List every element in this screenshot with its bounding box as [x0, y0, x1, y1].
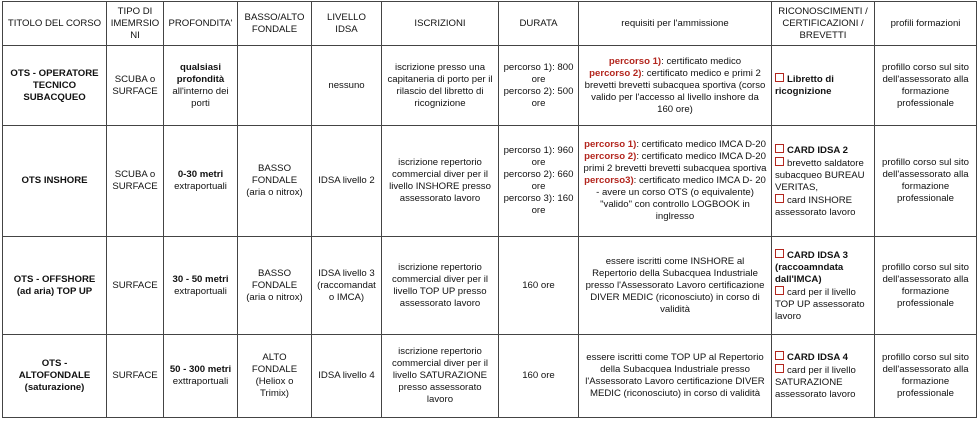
certification-text: CARD IDSA 2 — [787, 144, 848, 156]
registration-cell: iscrizione repertorio commercial diver per il livello SATURAZIONE presso assessorato lavoro — [382, 335, 499, 418]
profile-cell: profillo corso sul sito dell'assessorato alla formazione professionale — [875, 126, 977, 237]
registration-cell: iscrizione repertorio commercial diver per il livello TOP UP presso assessorato lavoro — [382, 237, 499, 335]
header-cell: BASSO/ALTO FONDALE — [238, 2, 312, 46]
requirement-line — [582, 56, 768, 68]
path-label: percorso 1) — [584, 139, 637, 150]
checkbox-icon — [775, 194, 784, 203]
duration-line: percorso 1): 800 ore — [503, 61, 574, 85]
depth-value: 0-30 metri — [177, 169, 224, 180]
seabed-cell: ALTO FONDALE (Heliox o Trimix) — [238, 335, 312, 418]
header-cell: TITOLO DEL CORSO — [3, 2, 107, 46]
certification-item — [775, 364, 871, 401]
header-cell: RICONOSCIMENTI / CERTIFICAZIONI / BREVETTI — [772, 2, 875, 46]
course-title: OTS - OPERATORE TECNICO SUBACQUEO — [3, 46, 107, 126]
immersion-type: SURFACE — [107, 237, 164, 335]
certification-item — [775, 249, 871, 286]
certifications-cell — [772, 126, 875, 237]
certification-item — [775, 194, 871, 219]
profile-cell: profillo corso sul sito dell'assessorato alla formazione professionale — [875, 237, 977, 335]
courses-table — [2, 1, 977, 418]
header-row — [3, 2, 977, 46]
duration-cell — [499, 237, 579, 335]
depth-cell — [164, 237, 238, 335]
certification-text: CARD IDSA 4 — [787, 352, 848, 363]
requirement-line — [582, 151, 768, 175]
immersion-type: SCUBA o SURFACE — [107, 126, 164, 237]
profile-cell: profillo corso sul sito dell'assessorato alla formazione professionale — [875, 46, 977, 126]
immersion-type: SCUBA o SURFACE — [107, 46, 164, 126]
depth-cell — [164, 126, 238, 237]
certification-text: Libretto di ricognizione — [775, 74, 834, 97]
path-label: percorso 2) — [589, 67, 642, 79]
header-cell: PROFONDITA' — [164, 2, 238, 46]
header-cell: TIPO DI IMEMRSIONI — [107, 2, 164, 46]
certification-item — [775, 144, 871, 157]
duration-line: 160 ore — [522, 279, 555, 291]
checkbox-icon — [775, 144, 784, 153]
requirement-text: : certificato medico e primi 2 brevetti brevetti subacquea sportiva (corso valido per l'accesso al livello inshore da 160 ore) — [584, 67, 766, 115]
seabed-cell — [238, 46, 312, 126]
depth-value: 30 - 50 metri — [172, 273, 229, 285]
certification-item — [775, 351, 871, 364]
requirement-text: : certificato medico IMCA D- 20 - avere un corso OTS (o equivalente) "valido" con controllo LOGBOOK in inglresso — [596, 175, 766, 222]
immersion-type: SURFACE — [107, 335, 164, 418]
requirement-line — [582, 68, 768, 116]
requirement-line — [582, 175, 768, 223]
table-row — [3, 335, 977, 418]
checkbox-icon — [775, 351, 784, 360]
requirement-text: : certificato medico — [661, 55, 742, 67]
certifications-cell — [772, 335, 875, 418]
header-cell: DURATA — [499, 2, 579, 46]
checkbox-icon — [775, 249, 784, 258]
certification-text: card per il livello TOP UP assessorato lavoro — [775, 286, 865, 322]
depth-note: extraportuali — [174, 181, 227, 192]
course-title: OTS - ALTOFONDALE (saturazione) — [3, 335, 107, 418]
requirement-line — [582, 139, 768, 151]
header-cell: ISCRIZIONI — [382, 2, 499, 46]
checkbox-icon — [775, 364, 784, 373]
checkbox-icon — [775, 73, 784, 82]
depth-note: all'interno dei porti — [172, 85, 229, 109]
requirement-text: : certificato medico IMCA D-20 — [636, 139, 766, 150]
certification-text: brevetto saldatore subacqueo BUREAU VERITAS, — [775, 157, 865, 193]
duration-line: percorso 1): 960 ore — [503, 145, 574, 168]
registration-cell: iscrizione presso una capitaneria di porto per il rilascio del libretto di ricognizione — [382, 46, 499, 126]
idsa-level: IDSA livello 2 — [312, 126, 382, 237]
certification-item — [775, 286, 871, 323]
depth-cell — [164, 335, 238, 418]
certification-text: card per il livello SATURAZIONE assessorato lavoro — [775, 365, 856, 400]
duration-line: percorso 2): 500 ore — [503, 85, 574, 109]
table-row — [3, 126, 977, 237]
certification-text: CARD IDSA 3 (raccoamndata dall'IMCA) — [775, 249, 848, 285]
depth-value: qualsiasi profondità — [176, 61, 225, 85]
requirements-cell: essere iscritti come TOP UP al Repertorio della Subacquea Industriale presso l'Assessorato Lavoro certificazione DIVER MEDIC (riconosciuto) in corso di validità — [579, 335, 772, 418]
duration-cell — [499, 46, 579, 126]
registration-cell: iscrizione repertorio commercial diver per il livello INSHORE presso assessorato lavoro — [382, 126, 499, 237]
requirements-cell: essere iscritti come INSHORE al Repertorio della Subacquea Industriale presso l'Assessorato Lavoro certificazione DIVER MEDIC (riconosciuto) in corso di validità — [579, 237, 772, 335]
profile-cell: profillo corso sul sito dell'assessorato alla formazione professionale — [875, 335, 977, 418]
course-title: OTS - OFFSHORE (ad aria) TOP UP — [3, 237, 107, 335]
certifications-cell — [772, 46, 875, 126]
header-cell: LIVELLO IDSA — [312, 2, 382, 46]
table-row — [3, 46, 977, 126]
checkbox-icon — [775, 157, 784, 166]
idsa-level: IDSA livello 4 — [312, 335, 382, 418]
depth-note: extraportuali — [174, 285, 227, 297]
depth-cell — [164, 46, 238, 126]
duration-line: percorso 3): 160 ore — [503, 193, 574, 216]
certification-item — [775, 73, 871, 98]
header-cell: profili formazioni — [875, 2, 977, 46]
requirements-cell — [579, 46, 772, 126]
course-title: OTS INSHORE — [3, 126, 107, 237]
header-cell: requisiti per l'ammissione — [579, 2, 772, 46]
certification-text: card INSHORE assessorato lavoro — [775, 194, 856, 218]
table-row — [3, 237, 977, 335]
idsa-level: IDSA livello 3 (raccomandato IMCA) — [312, 237, 382, 335]
requirements-cell — [579, 126, 772, 237]
path-label: percorso 2) — [584, 151, 637, 162]
duration-cell — [499, 335, 579, 418]
certifications-cell — [772, 237, 875, 335]
path-label: percorso 1) — [608, 55, 662, 67]
depth-note: exttraportuali — [172, 376, 229, 387]
seabed-cell: BASSO FONDALE (aria o nitrox) — [238, 126, 312, 237]
duration-cell — [499, 126, 579, 237]
requirement-text: : certificato medico IMCA D-20 primi 2 brevetti brevetti subacquea sportiva — [583, 151, 767, 174]
certification-item — [775, 157, 871, 194]
checkbox-icon — [775, 286, 784, 295]
idsa-level: nessuno — [312, 46, 382, 126]
depth-value: 50 - 300 metri — [169, 364, 232, 375]
seabed-cell: BASSO FONDALE (aria o nitrox) — [238, 237, 312, 335]
duration-line: 160 ore — [522, 370, 555, 381]
duration-line: percorso 2): 660 ore — [503, 169, 574, 192]
path-label: percorso3) — [584, 175, 634, 186]
